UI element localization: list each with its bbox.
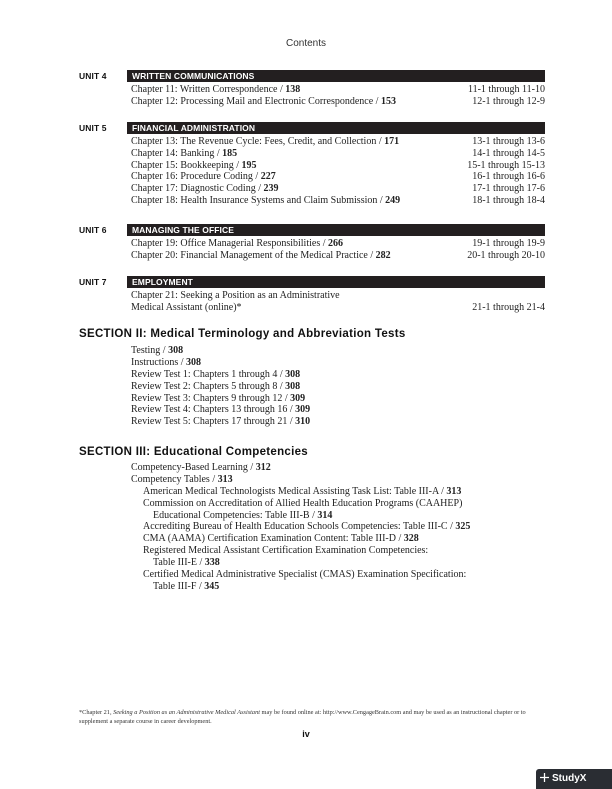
unit-title-bar bbox=[127, 276, 545, 288]
list-item[interactable]: Review Test 3: Chapters 9 through 12 / 309 bbox=[131, 392, 306, 404]
chapter-row[interactable]: Chapter 21: Seeking a Position as an Administrative bbox=[131, 290, 340, 301]
unit-title: WRITTEN COMMUNICATIONS bbox=[132, 71, 255, 81]
chapter-row[interactable]: Chapter 15: Bookkeeping / 195 15-1 through 15-13 bbox=[131, 159, 545, 171]
list-item[interactable]: Registered Medical Assistant Certification Examination Competencies: bbox=[143, 545, 429, 557]
watermark-badge bbox=[536, 769, 612, 789]
chapter-row[interactable]: Chapter 16: Procedure Coding / 227 16-1 through 16-6 bbox=[131, 171, 545, 183]
chapter-row[interactable]: Chapter 12: Processing Mail and Electronic Correspondence / 153 12-1 through 12-9 bbox=[131, 95, 545, 107]
list-item[interactable]: Review Test 2: Chapters 5 through 8 / 308 bbox=[131, 380, 301, 392]
unit-label: UNIT 7 bbox=[79, 277, 107, 287]
chapter-row[interactable]: Chapter 17: Diagnostic Coding / 239 17-1 through 17-6 bbox=[131, 183, 545, 195]
unit-title: MANAGING THE OFFICE bbox=[132, 225, 235, 235]
unit-label: UNIT 5 bbox=[79, 123, 107, 133]
unit-title-bar bbox=[127, 122, 545, 134]
page-title: Contents bbox=[285, 38, 327, 49]
unit-title: EMPLOYMENT bbox=[132, 277, 193, 287]
list-item[interactable]: Table III-F / 345 bbox=[153, 580, 220, 592]
unit-label: UNIT 6 bbox=[79, 225, 107, 235]
unit-title: FINANCIAL ADMINISTRATION bbox=[132, 123, 256, 133]
watermark-text: StudyX bbox=[552, 773, 587, 784]
section-3-list bbox=[131, 462, 551, 593]
footnote: *Chapter 21, Seeking a Position as an Administrative Medical Assistant may be found online at: http://www.CengageBrain.com and may be used as an instructional chapter or to supplement a separate course in career development. bbox=[79, 709, 526, 725]
list-item[interactable]: American Medical Technologists Medical Assisting Task List: Table III-A / 313 bbox=[143, 485, 462, 497]
unit-title-bar bbox=[127, 70, 545, 82]
unit-title-bar bbox=[127, 224, 545, 236]
unit-label: UNIT 4 bbox=[79, 71, 107, 81]
chapter-row[interactable]: Chapter 20: Financial Management of the Medical Practice / 282 20-1 through 20-10 bbox=[131, 249, 545, 261]
chapter-row[interactable]: Medical Assistant (online)* 21-1 through 21-4 bbox=[131, 301, 545, 313]
chapter-row[interactable]: Chapter 14: Banking / 185 14-1 through 14-5 bbox=[131, 147, 545, 159]
chapter-row[interactable]: Chapter 11: Written Correspondence / 138 11-1 through 11-10 bbox=[131, 84, 545, 95]
list-item[interactable]: Competency-Based Learning / 312 bbox=[131, 462, 271, 473]
list-item[interactable]: Competency Tables / 313 bbox=[131, 473, 233, 485]
list-item[interactable]: Certified Medical Administrative Specialist (CMAS) Examination Specification: bbox=[143, 569, 467, 581]
list-item[interactable]: Review Test 5: Chapters 17 through 21 / 310 bbox=[131, 416, 311, 428]
list-item[interactable]: Accrediting Bureau of Health Education Schools Competencies: Table III-C / 325 bbox=[143, 521, 471, 533]
list-item[interactable]: CMA (AAMA) Certification Examination Content: Table III-D / 328 bbox=[143, 533, 419, 545]
list-item[interactable]: Instructions / 308 bbox=[131, 356, 201, 368]
list-item[interactable]: Table III-E / 338 bbox=[153, 557, 220, 569]
chapter-row[interactable]: Chapter 13: The Revenue Cycle: Fees, Credit, and Collection / 171 13-1 through 13-6 bbox=[131, 136, 545, 147]
section-2-title: SECTION II: Medical Terminology and Abbreviation Tests bbox=[79, 328, 406, 340]
list-item[interactable]: Testing / 308 bbox=[131, 345, 184, 356]
list-item[interactable]: Review Test 1: Chapters 1 through 4 / 308 bbox=[131, 368, 301, 380]
list-item[interactable]: Educational Competencies: Table III-B / 314 bbox=[153, 509, 333, 521]
section-2-list bbox=[131, 345, 551, 428]
list-item[interactable]: Review Test 4: Chapters 13 through 16 / 309 bbox=[131, 404, 311, 416]
chapter-row[interactable]: Chapter 18: Health Insurance Systems and Claim Submission / 249 18-1 through 18-4 bbox=[131, 194, 545, 206]
plus-icon bbox=[540, 773, 549, 782]
page-number: iv bbox=[302, 729, 310, 739]
list-item[interactable]: Commission on Accreditation of Allied Health Education Programs (CAAHEP) bbox=[143, 497, 463, 509]
section-3-title: SECTION III: Educational Competencies bbox=[79, 446, 308, 458]
chapter-row[interactable]: Chapter 19: Office Managerial Responsibilities / 266 19-1 through 19-9 bbox=[131, 238, 545, 249]
